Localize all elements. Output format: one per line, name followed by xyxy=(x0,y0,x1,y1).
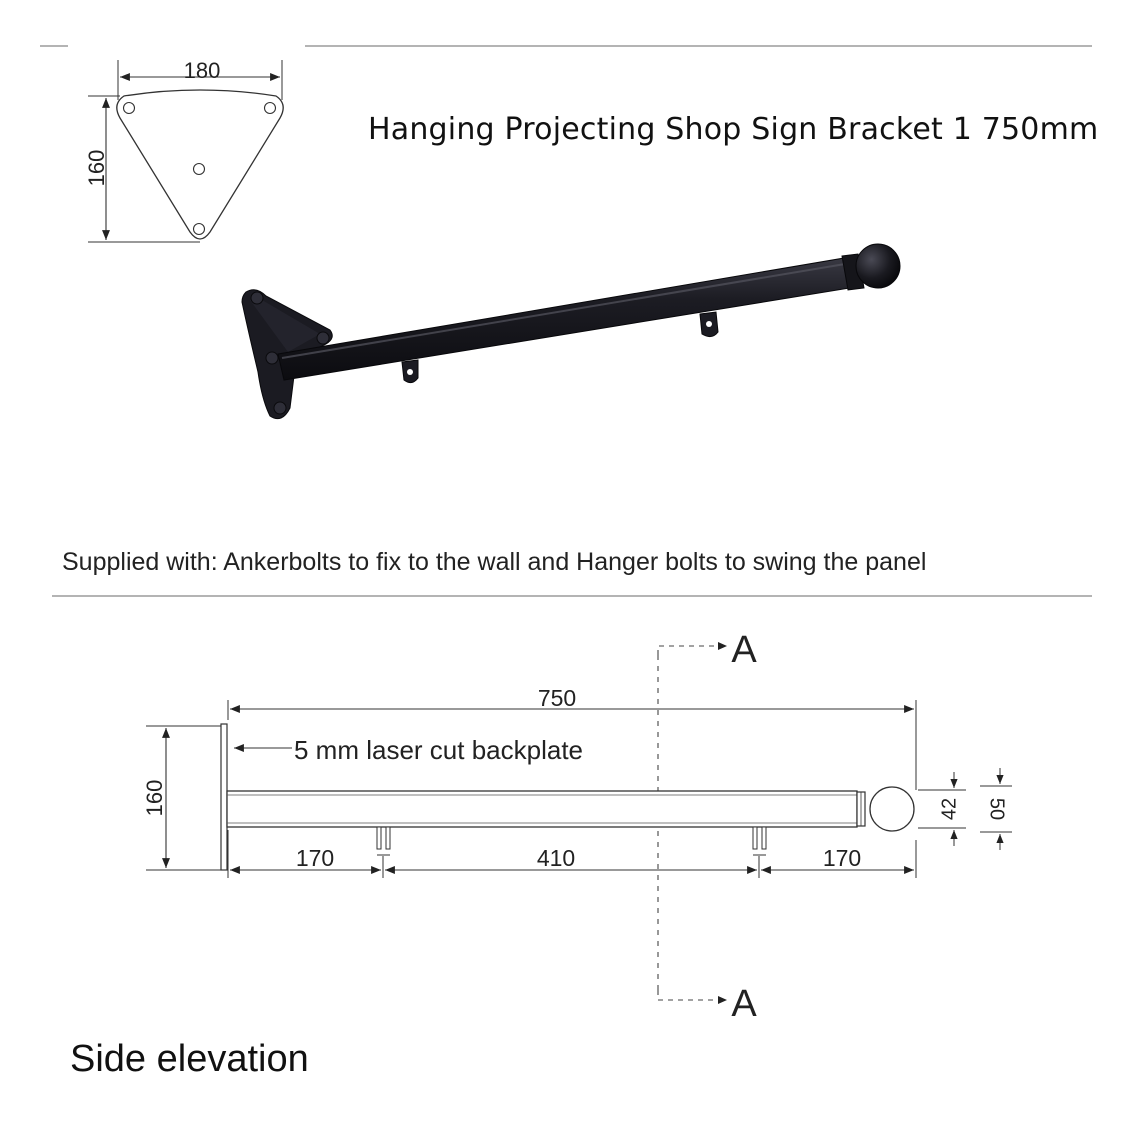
ball-diameter-label: 50 xyxy=(985,797,1008,821)
page-title: Hanging Projecting Shop Sign Bracket 1 750mm xyxy=(368,112,1099,147)
segment-right-label: 170 xyxy=(822,845,862,871)
bracket-product-render xyxy=(242,244,900,419)
hanger-lug-right xyxy=(700,312,718,337)
overall-length-label: 750 xyxy=(537,685,577,711)
hanger-lug-profile-left xyxy=(377,827,390,855)
segment-middle-label: 410 xyxy=(536,845,576,871)
bolt-hole-center xyxy=(194,164,205,175)
tube-diameter-label: 42 xyxy=(938,797,961,821)
backplate-height-label: 160 xyxy=(84,149,109,187)
hanger-lug-left xyxy=(402,360,418,383)
backplate-profile xyxy=(221,724,227,870)
finial-ball-profile xyxy=(870,787,914,831)
bolt-hole-top-right xyxy=(265,103,276,114)
section-marker-top: A xyxy=(731,629,757,671)
hanger-lug-profile-right xyxy=(753,827,766,855)
section-marker-bottom: A xyxy=(731,983,757,1025)
bolt-hole-bottom xyxy=(194,224,205,235)
side-elevation-title: Side elevation xyxy=(70,1038,309,1080)
backplate-front-view xyxy=(84,58,283,242)
bolt-hole-top-left xyxy=(124,103,135,114)
finial-ball xyxy=(856,244,900,288)
supplied-with-note: Supplied with: Ankerbolts to fix to the wall and Hanger bolts to swing the panel xyxy=(62,548,927,576)
backplate-note: 5 mm laser cut backplate xyxy=(294,735,584,765)
elevation-height-label: 160 xyxy=(142,779,167,817)
tube-profile xyxy=(227,791,857,827)
backplate-outline xyxy=(117,90,283,239)
segment-left-label: 170 xyxy=(295,845,335,871)
side-elevation-drawing xyxy=(142,629,1012,1025)
backplate-width-label: 180 xyxy=(183,58,221,83)
